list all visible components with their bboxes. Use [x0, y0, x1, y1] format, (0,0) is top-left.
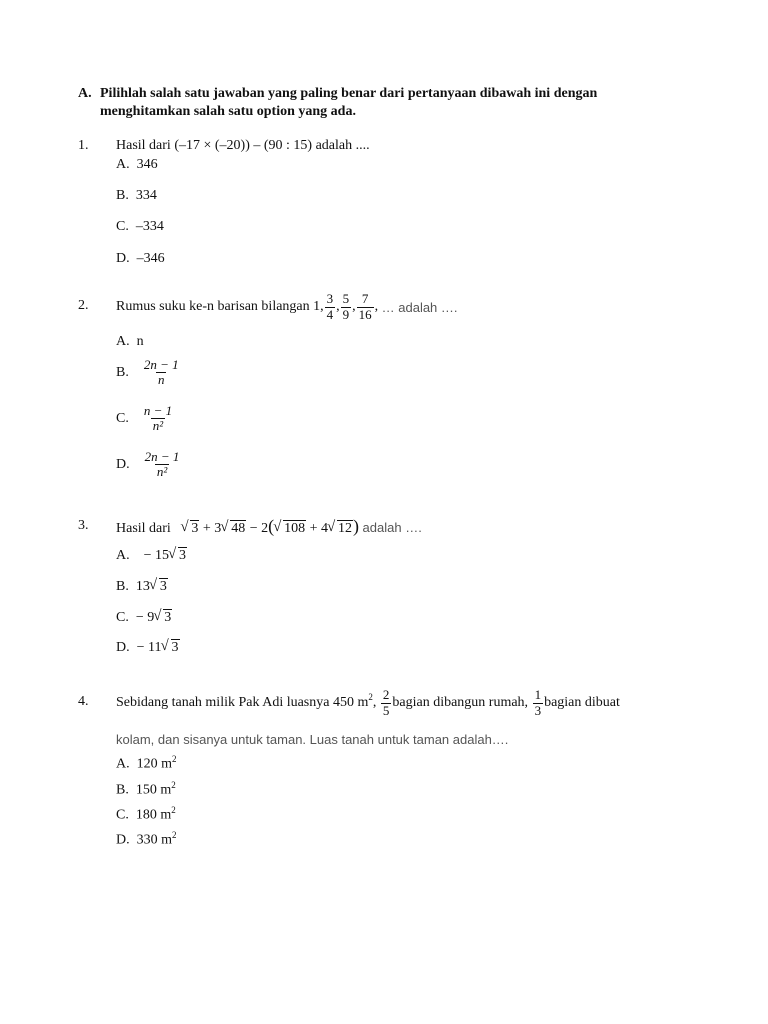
fraction: $\frac{n - 1}{\text{n²}}$ — [143, 403, 173, 434]
radical: √ 3 — [162, 640, 180, 656]
question-4-text-line-2: kolam, dan sisanya untuk taman. Luas tanah untuk taman adalah…. — [116, 732, 509, 747]
question-2-text: Rumus suku ke-n barisan bilangan 1, $\frac{3}{4}$ , $\frac{5}{9}$ , $\frac{7}{16}$ , … adalah …. — [116, 291, 458, 322]
q1-option-c[interactable]: C. –334 — [116, 219, 164, 234]
q4-option-a[interactable]: A. 120 $m^2$ — [116, 754, 177, 772]
q3-option-c[interactable]: C. − 9√ 3 — [116, 610, 172, 626]
question-1-text: Hasil dari (–17 × (–20)) – (90 : 15) adalah .... — [116, 138, 370, 153]
q4-option-d[interactable]: D. 330 $m^2$ — [116, 830, 177, 848]
fraction: $\frac{1}{3}$ — [534, 687, 542, 718]
q3-option-a[interactable]: A. − 15√ 3 — [116, 548, 187, 564]
fraction: $\frac{2n - 1}{\text{n²}}$ — [144, 449, 180, 480]
q4-option-c[interactable]: C. 180 $m^2$ — [116, 805, 176, 823]
q3-option-d[interactable]: D. − 11√ 3 — [116, 640, 180, 656]
q1-option-a[interactable]: A. 346 — [116, 157, 158, 172]
fraction: $\frac{3}{4}$ — [326, 291, 334, 322]
radical: √ 48 — [221, 521, 246, 537]
instruction-line-2: menghitamkan salah satu option yang ada. — [100, 104, 356, 119]
question-4-number: 4. — [78, 694, 89, 709]
radical: √ 12 — [328, 521, 353, 537]
q4-option-b[interactable]: B. 150 $m^2$ — [116, 780, 176, 798]
radical: √ 3 — [181, 521, 199, 537]
radical: √ 108 — [274, 521, 306, 537]
question-3-number: 3. — [78, 518, 89, 533]
question-4-text: Sebidang tanah milik Pak Adi luasnya 450 m $^2$ , $\frac{2}{5}$ bagian dibangun rumah, $\frac{1}{3}$ bagian dibuat — [116, 687, 620, 718]
question-1-number: 1. — [78, 138, 89, 153]
radical: √ 3 — [169, 548, 187, 564]
fraction: $\frac{5}{9}$ — [342, 291, 350, 322]
instruction-line-1: Pilihlah salah satu jawaban yang paling benar dari pertanyaan dibawah ini dengan — [100, 86, 598, 101]
question-2-number: 2. — [78, 298, 89, 313]
q2-option-b[interactable]: B. $\frac{2n - 1}{n}$ — [116, 357, 179, 388]
q1-option-b[interactable]: B. 334 — [116, 188, 157, 203]
fraction: $\frac{2}{5}$ — [382, 687, 390, 718]
section-marker: A. — [78, 86, 92, 101]
q2-option-d[interactable]: D. $\frac{2n - 1}{\text{n²}}$ — [116, 449, 180, 480]
question-3-text: Hasil dari √ 3 + 3√ 48 − 2(√ 108 + 4√ 12) adalah …. — [116, 516, 422, 537]
q3-option-b[interactable]: B. 13√ 3 — [116, 579, 168, 595]
q2-option-a[interactable]: A. n — [116, 334, 144, 349]
radical: √ 3 — [154, 610, 172, 626]
fraction: $\frac{2n - 1}{n}$ — [143, 357, 179, 388]
q1-option-d[interactable]: D. –346 — [116, 251, 165, 266]
fraction: $\frac{7}{16}$ — [358, 291, 372, 322]
radical: √ 3 — [150, 579, 168, 595]
q2-option-c[interactable]: C. $\frac{n - 1}{\text{n²}}$ — [116, 403, 173, 434]
